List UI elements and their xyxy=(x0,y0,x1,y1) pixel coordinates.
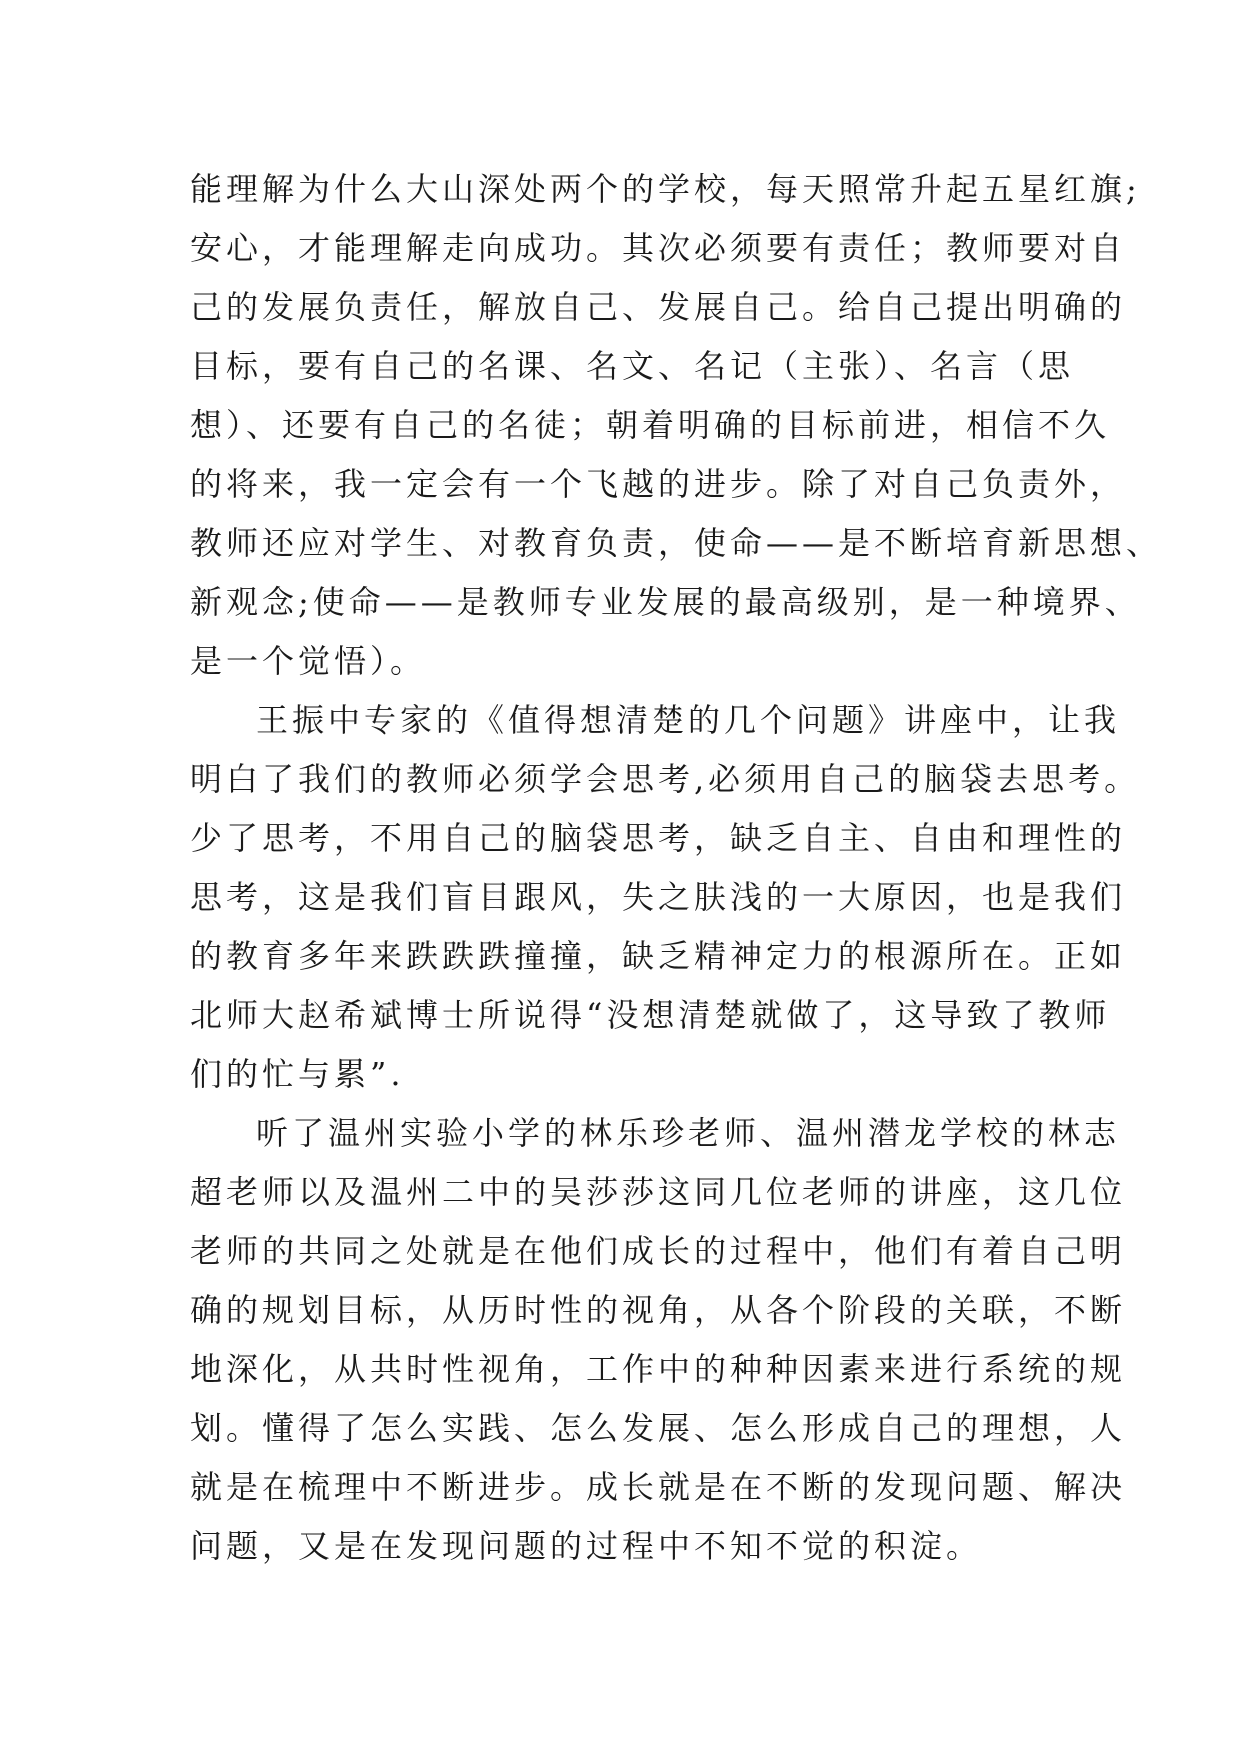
paragraph-1 xyxy=(190,160,1163,691)
text-line: 明白了我们的教师必须学会思考,必须用自己的脑袋去思考。 xyxy=(190,760,1141,798)
text-line: 地深化，从共时性视角，工作中的种种因素来进行系统的规 xyxy=(190,1350,1127,1388)
text-line: 听了温州实验小学的林乐珍老师、温州潜龙学校的林志 xyxy=(256,1114,1121,1152)
text-line: 目标，要有自己的名课、名文、名记（主张）、名言（思 xyxy=(190,347,1075,385)
paragraph-2 xyxy=(190,691,1141,1104)
text-line: 问题，又是在发现问题的过程中不知不觉的积淀。 xyxy=(190,1527,983,1565)
text-line: 想）、还要有自己的名徒；朝着明确的目标前进，相信不久 xyxy=(190,406,1111,444)
paragraph-3 xyxy=(190,1104,1127,1576)
text-line: 确的规划目标，从历时性的视角，从各个阶段的关联，不断 xyxy=(190,1291,1127,1329)
document-body xyxy=(190,160,1163,1576)
text-line: 老师的共同之处就是在他们成长的过程中，他们有着自己明 xyxy=(190,1232,1127,1270)
text-line: 王振中专家的《值得想清楚的几个问题》讲座中，让我 xyxy=(256,701,1121,739)
text-line: 的教育多年来跌跌跌撞撞，缺乏精神定力的根源所在。正如 xyxy=(190,937,1127,975)
text-line: 教师还应对学生、对教育负责，使命——是不断培育新思想、 xyxy=(190,524,1163,562)
text-line: 是一个觉悟）。 xyxy=(190,642,427,680)
text-line: 能理解为什么大山深处两个的学校，每天照常升起五星红旗; xyxy=(190,170,1141,208)
text-line: 的将来，我一定会有一个飞越的进步。除了对自己负责外， xyxy=(190,465,1127,503)
text-line: 划。懂得了怎么实践、怎么发展、怎么形成自己的理想，人 xyxy=(190,1409,1127,1447)
text-line: 思考，这是我们盲目跟风，失之肤浅的一大原因，也是我们 xyxy=(190,878,1127,916)
text-line: 北师大赵希斌博士所说得“没想清楚就做了，这导致了教师 xyxy=(190,996,1111,1034)
text-line: 新观念;使命——是教师专业发展的最高级别，是一种境界、 xyxy=(190,583,1141,621)
text-line: 超老师以及温州二中的吴莎莎这同几位老师的讲座，这几位 xyxy=(190,1173,1127,1211)
text-line: 少了思考，不用自己的脑袋思考，缺乏自主、自由和理性的 xyxy=(190,819,1127,857)
text-line: 就是在梳理中不断进步。成长就是在不断的发现问题、解决 xyxy=(190,1468,1127,1506)
text-line: 安心，才能理解走向成功。其次必须要有责任；教师要对自 xyxy=(190,229,1127,267)
text-line: 己的发展负责任，解放自己、发展自己。给自己提出明确的 xyxy=(190,288,1127,326)
text-line: 们的忙与累”. xyxy=(190,1055,405,1093)
